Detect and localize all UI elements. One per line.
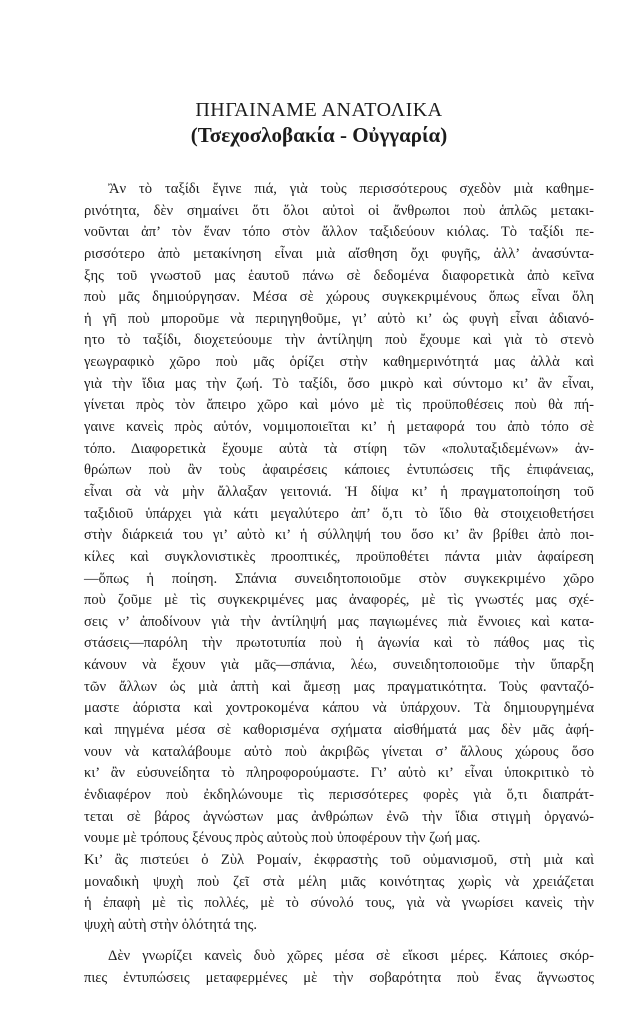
text-line: ητο τὸ ταξίδι, διοχετεύουμε τὴν ἀντίληψη ποὺ ἔχουμε καὶ γιὰ τὸ στενὸ [84, 332, 594, 349]
text-line: τεται σὲ βάρος ἀγνώστων μας ἀνθρώπων ἐνῶ τὴν ἴδια στιγμὴ ὀργανώ- [84, 808, 594, 825]
text-line: νουμε μὲ τρόπους ξένους πρὸς αὐτοὺς ποὺ ὑποφέρουν τὴν ζωή μας. [84, 830, 481, 847]
text-line: στάσεις—παρόλη τὴν πρωτοτυπία ποὺ ἡ ἀγωνία καὶ τὸ πάθος μας τὶς [84, 635, 594, 652]
chapter-subtitle: (Τσεχοσλοβακία - Οὐγγαρία) [190, 123, 448, 147]
text-line: ἡ ἐπαφὴ μὲ τὶς πολλές, μὲ τὸ σύνολό τους, γιὰ νὰ γνωρίσει κανεὶς τὴν [84, 895, 594, 912]
text-line: μαστε ἀόριστα καὶ χοντροκομένα κάπου νὰ ὑπάρχουν. Τὰ δημιουργημένα [84, 700, 594, 717]
text-line: μοναδικὴ ψυχὴ ποὺ ζεῖ στὰ μέλη μιᾶς κοινότητας χωρὶς νὰ χρειάζεται [84, 873, 594, 890]
text-line: γίνεται πρὸς τὸν ἄπειρο χῶρο καὶ μόνο μὲ τὶς προϋποθέσεις ποὺ θὰ πή- [84, 397, 594, 414]
text-line: θρώπων ποὺ ἂν τοὺς ἀφαιρέσεις κάποιες ἐντυπώσεις τῆς ἐπιφάνειας, [84, 462, 594, 479]
text-line: γαινε κανεὶς πρὸς αὐτόν, νομιμοποιεῖται κι’ ἡ μεταφορά του ἀπὸ τόπο σὲ [84, 419, 594, 436]
text-line: γιὰ τὴν ἴδια μας τὴν ζωή. Τὸ ταξίδι, ὅσο μικρὸ καὶ σύντομο κι’ ἂν εἶναι, [84, 375, 594, 392]
text-line: σεις ν’ ἀποδίνουν γιὰ τὴν ἀντίληψή μας παγιωμένες πιὰ ἔννοιες καὶ κατα- [84, 613, 594, 630]
text-line: νοῦνται ἀπ’ τὸν ἕναν τόπο στὸν ἄλλον ταξιδεύουν κιόλας. Τὸ ταξίδι πε- [84, 224, 594, 241]
text-line: ἡ γῆ ποὺ μποροῦμε νὰ περιηγηθοῦμε, γι’ αὐτὸ κι’ ὡς φυγὴ εἶναι ἀδιανό- [84, 310, 594, 327]
chapter-title: ΠΗΓΑΙΝΑΜΕ ΑΝΑΤΟΛΙΚΑ [195, 99, 443, 121]
text-line: τόπο. Διαφορετικὰ ἔχουμε αὐτὰ τὰ στίφη τῶν «πολυταξιδεμένων» ἀν- [84, 440, 594, 457]
text-line: κι’ ἂν εὐσυνείδητα τὸ πληροφορούμαστε. Γι’ αὐτὸ κι’ εἶναι ὑποκριτικὸ τὸ [84, 765, 594, 782]
text-line: ξης τοῦ γνωστοῦ μας ἑαυτοῦ πάνω σὲ δεδομένα διαφορετικὰ ἀπὸ κεῖνα [84, 267, 594, 284]
text-line: νουν νὰ καταλάβουμε αὐτὸ ποὺ ἀκριβῶς γίνεται σ’ ἄλλους χώρους ὅσο [84, 743, 594, 760]
text-line: γεωγραφικὸ χῶρο ποὺ μᾶς ὁρίζει στὴν καθημερινότητά μας ἀλλὰ καὶ [84, 354, 594, 371]
text-line: ποὺ ζοῦμε μὲ τὶς συγκεκριμένες μας ἀναφορές, μὲ τὶς γνωστές μας σχέ- [84, 592, 594, 609]
text-line: καὶ πηγμένα μέσα σὲ καθορισμένα σχήματα αἰσθήματά μας δὲν μᾶς ἀφή- [84, 722, 594, 739]
text-line: εἶναι σὰ νὰ μὴν ἄλλαξαν γειτονιά. Ἡ δίψα κι’ ἡ πραγματοποίηση τοῦ [84, 483, 594, 500]
text-line: ρινότητα, δὲν σημαίνει ὅτι ὅλοι αὐτοὶ οἱ ἄνθρωποι ποὺ ἁπλῶς μετακι- [84, 202, 594, 219]
text-line: Ἂν τὸ ταξίδι ἔγινε πιά, γιὰ τοὺς περισσότερους σχεδὸν μιὰ καθημε- [108, 181, 594, 197]
text-line: ψυχὴ αὐτὴ στὴν ὁλότητά της. [84, 916, 257, 933]
text-line: ρισσότερο ἀπὸ μετακίνηση εἶναι μιὰ αἴσθηση ὄχι φυγῆς, ἀλλ’ ἀνασύντα- [84, 245, 594, 262]
text-line: Κι’ ἂς πιστεύει ὁ Ζὺλ Ρομαίν, ἐκφραστὴς τοῦ οὐμανισμοῦ, στὴ μιὰ καὶ [84, 851, 594, 868]
text-line: ἐνδιαφέρον ποὺ ἐκδηλώνουμε τὶς περισσότερες φορὲς γιὰ ὅ,τι διαπράτ- [84, 786, 594, 803]
text-line: στὴν διάρκειά του γι’ αὐτὸ κι’ ἡ σύλληψή του ὅσο κι’ ἂν βρίθει ἀπὸ ποι- [84, 527, 594, 544]
text-line: πιες ἐντυπώσεις μεταφερμένες μὲ τὴν σοβαρότητα ποὺ ἕνας ἄγνωστος [84, 970, 594, 987]
text-line: —ὅπως ἡ ποίηση. Σπάνια συνειδητοποιοῦμε στὸν συγκεκριμένο χῶρο [84, 570, 594, 587]
text-line: ποὺ μᾶς δημιούργησαν. Μέσα σὲ χώρους συγκεκριμένους ὅπως εἶναι ὅλη [84, 289, 594, 306]
text-line: τῶν ἄλλων ὡς μιὰ ἀπτὴ καὶ ἄμεσῃ μας πραγματικότητα. Τοὺς φανταζό- [84, 678, 594, 695]
text-line: Δὲν γνωρίζει κανεὶς δυὸ χῶρες μέσα σὲ εἴκοσι μέρες. Κάποιες σκόρ- [108, 948, 594, 965]
text-line: κάνουν νὰ ἔχουν γιὰ μᾶς—σπάνια, λέω, συνειδητοποιοῦμε τὴν ὕπαρξη [84, 657, 594, 674]
body-text [84, 179, 594, 990]
text-line: ταξιδιοῦ ὑπάρχει γιὰ κάτι μεγαλύτερο ἀπ’ ὅ,τι τὸ ἴδιο θὰ στοιχειοθετήσει [84, 505, 594, 522]
text-line: κίλες καὶ συγκλονιστικὲς προοπτικές, προϋποθέτει πάντα μιὰν ἀφαίρεση [84, 548, 594, 565]
